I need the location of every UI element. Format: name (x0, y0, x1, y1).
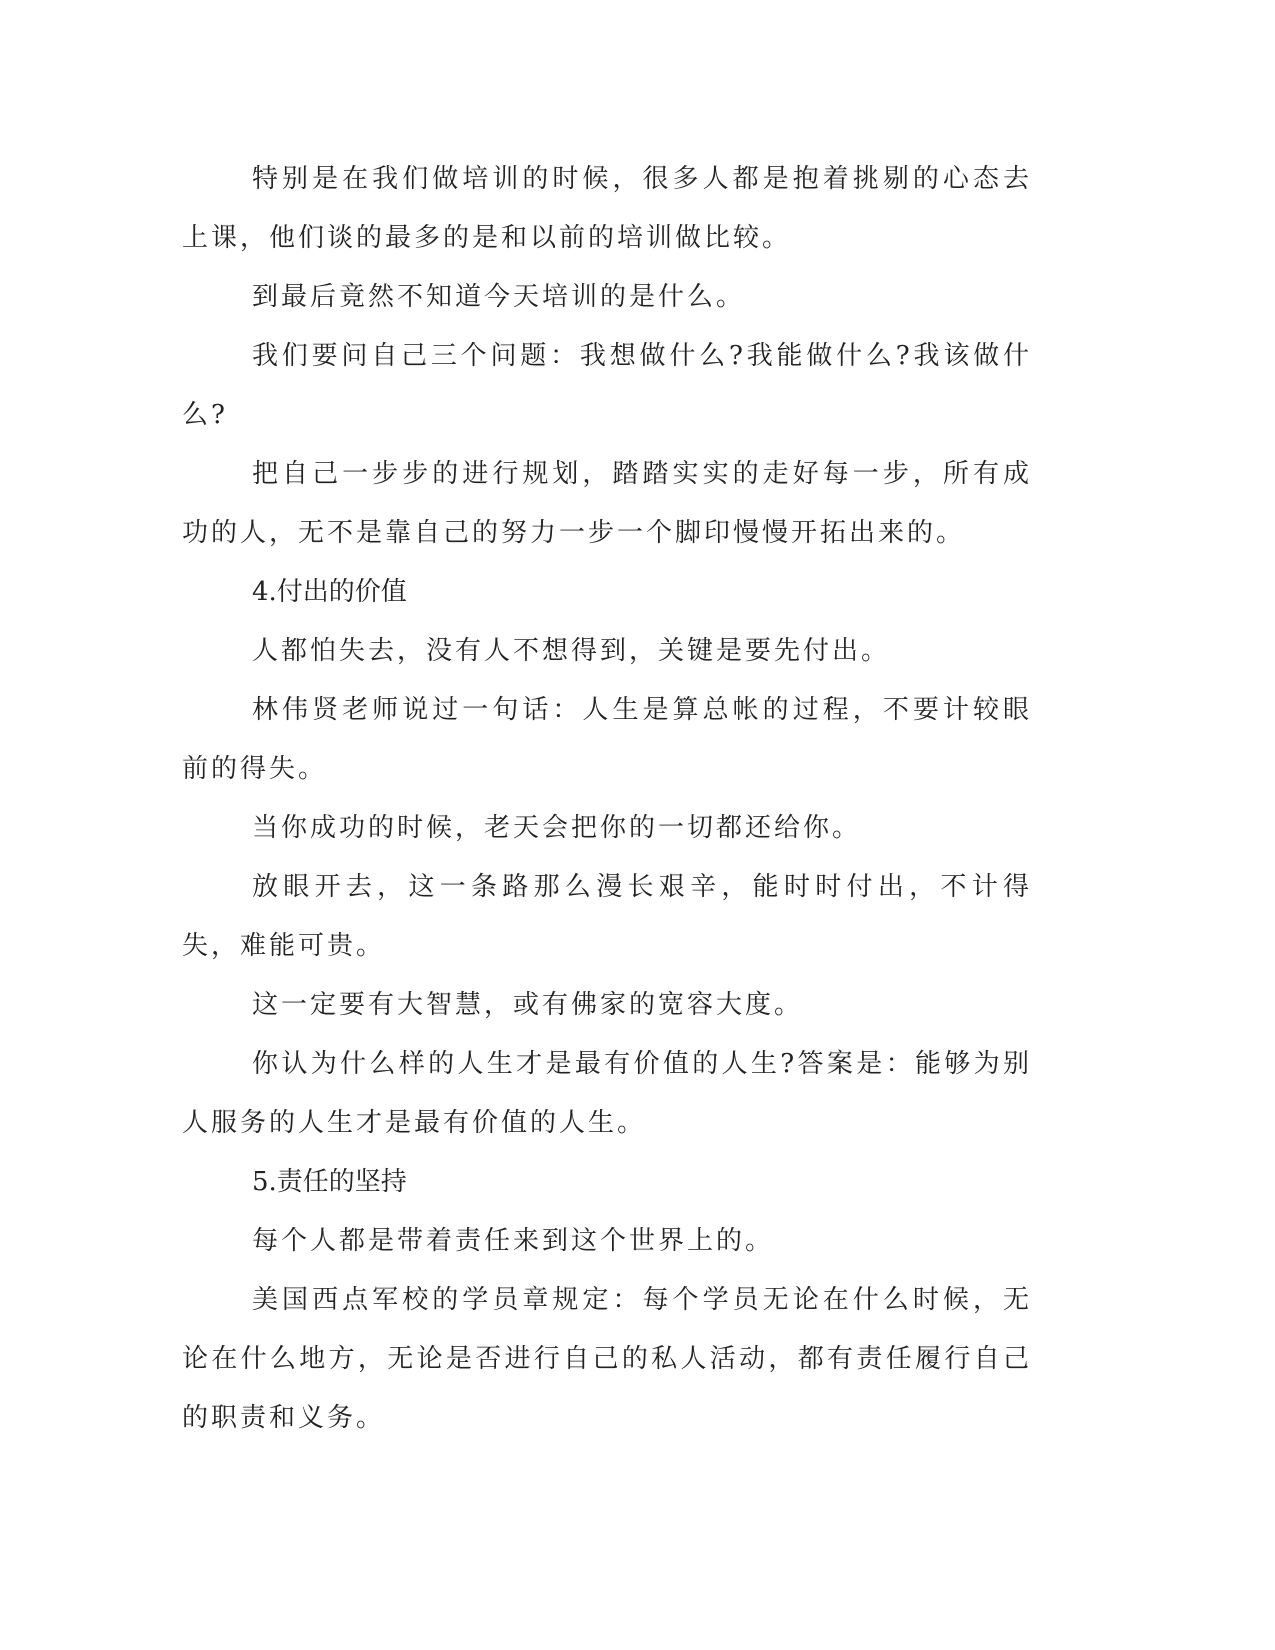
paragraph: 当你成功的时候，老天会把你的一切都还给你。 (252, 813, 862, 843)
paragraph: 这一定要有大智慧，或有佛家的宽容大度。 (252, 990, 804, 1020)
paragraph: 你认为什么样的人生才是最有价值的人生?答案是：能够为别人服务的人生才是最有价值的人生。 (182, 1049, 1032, 1138)
paragraph: 人都怕失去，没有人不想得到，关键是要先付出。 (252, 636, 891, 666)
paragraph: 林伟贤老师说过一句话：人生是算总帐的过程，不要计较眼前的得失。 (182, 695, 1032, 784)
paragraph: 放眼开去，这一条路那么漫长艰辛，能时时付出，不计得失，难能可贵。 (182, 872, 1032, 961)
paragraph: 我们要问自己三个问题：我想做什么?我能做什么?我该做什么? (182, 341, 1032, 430)
section-heading: 5.责任的坚持 (252, 1167, 407, 1197)
paragraph: 特别是在我们做培训的时候，很多人都是抱着挑剔的心态去上课，他们谈的最多的是和以前的培训做比较。 (182, 164, 1032, 253)
section-heading: 4.付出的价值 (252, 577, 407, 607)
document-body (182, 150, 1032, 1448)
paragraph: 美国西点军校的学员章规定：每个学员无论在什么时候，无论在什么地方，无论是否进行自己的私人活动，都有责任履行自己的职责和义务。 (182, 1285, 1032, 1433)
paragraph: 把自己一步步的进行规划，踏踏实实的走好每一步，所有成功的人，无不是靠自己的努力一步一个脚印慢慢开拓出来的。 (182, 459, 1032, 548)
paragraph: 到最后竟然不知道今天培训的是什么。 (252, 282, 746, 312)
paragraph: 每个人都是带着责任来到这个世界上的。 (252, 1226, 775, 1256)
